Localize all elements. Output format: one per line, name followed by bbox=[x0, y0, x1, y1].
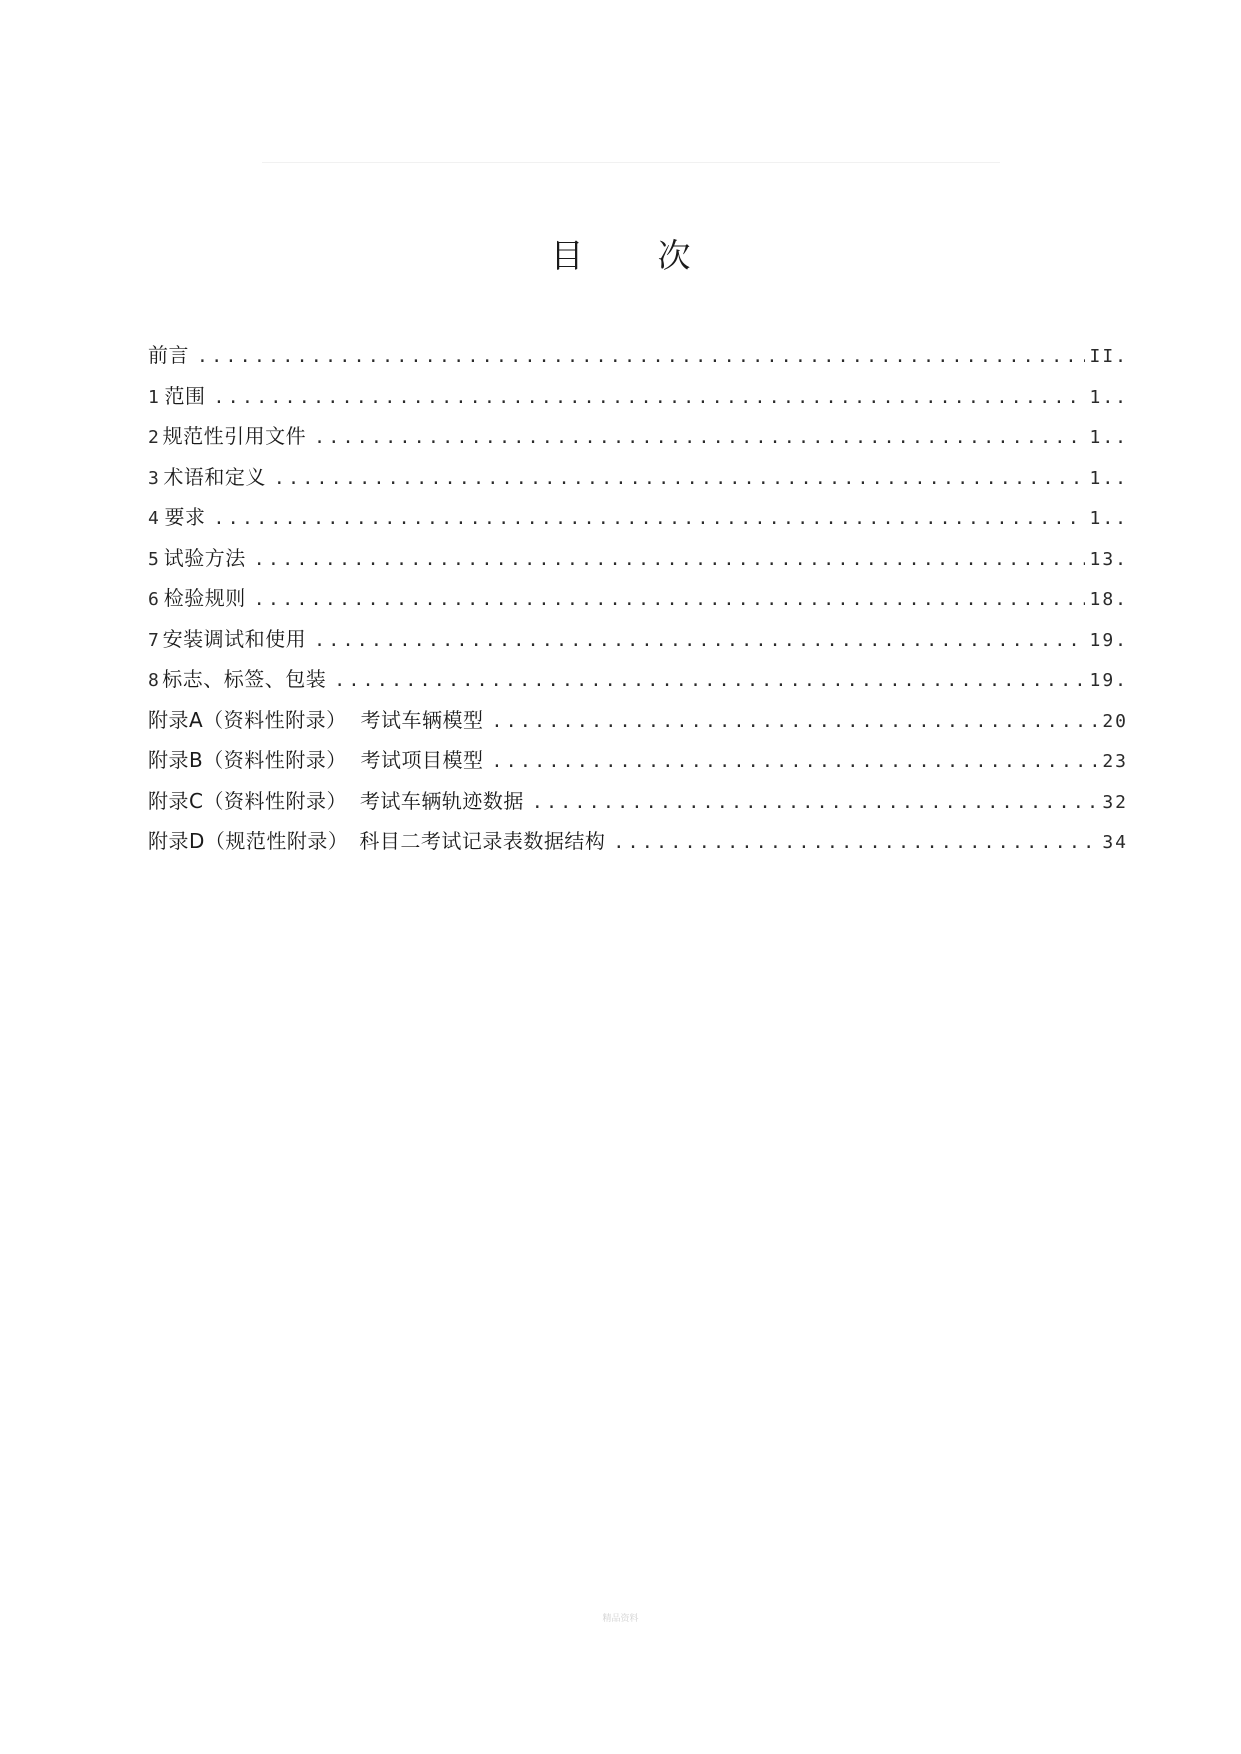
toc-entry-label: 检验规则 bbox=[163, 586, 246, 610]
toc-entry-page: 32 bbox=[1102, 791, 1128, 813]
toc-entry-label: 术语和定义 bbox=[163, 464, 266, 489]
toc-leader-dots bbox=[491, 702, 1098, 743]
toc-entry-page: 19. bbox=[1089, 629, 1128, 651]
toc-entry-page: 13. bbox=[1089, 548, 1128, 570]
toc-entry[interactable] bbox=[148, 457, 1128, 498]
toc-leader-dots bbox=[274, 459, 1086, 500]
toc-leader-dots bbox=[254, 540, 1086, 581]
toc-entry[interactable] bbox=[148, 619, 1128, 660]
toc-entry[interactable] bbox=[148, 659, 1128, 700]
toc-entry-annex[interactable] bbox=[148, 740, 1128, 781]
toc-entry-number: 2 bbox=[148, 427, 159, 448]
toc-leader-dots bbox=[532, 783, 1098, 824]
toc-entry-label: 安装调试和使用 bbox=[162, 626, 307, 651]
toc-entry[interactable] bbox=[148, 376, 1128, 417]
toc-entry-page: 1.. bbox=[1089, 508, 1128, 529]
toc-leader-dots bbox=[254, 580, 1086, 621]
page-title-right: 次 bbox=[657, 236, 691, 275]
toc-entry[interactable] bbox=[148, 578, 1128, 619]
toc-entry-page: 1.. bbox=[1089, 386, 1128, 408]
toc-entry-number: 5 bbox=[148, 548, 159, 570]
toc-leader-dots bbox=[314, 621, 1085, 662]
toc-entry-number: 3 bbox=[148, 467, 159, 489]
toc-entry-page: 34 bbox=[1102, 832, 1128, 853]
toc-annex-title: 考试车辆模型 bbox=[360, 707, 484, 732]
toc-entry-number: 4 bbox=[148, 508, 159, 529]
toc-entry-page: 1.. bbox=[1089, 427, 1128, 448]
toc-entry-page: II. bbox=[1089, 346, 1128, 367]
toc-annex-title: 考试项目模型 bbox=[360, 748, 484, 772]
toc-entry[interactable] bbox=[148, 538, 1128, 579]
toc-leader-dots bbox=[197, 337, 1085, 378]
toc-entry-page: 1.. bbox=[1089, 467, 1128, 489]
page-title bbox=[0, 232, 1241, 280]
toc-entry-annex[interactable] bbox=[148, 781, 1128, 822]
toc-annex-label: 附录A（资料性附录） bbox=[148, 707, 347, 732]
header-rule bbox=[262, 162, 1000, 163]
toc-entry-annex[interactable] bbox=[148, 700, 1128, 741]
toc-entry-page: 23 bbox=[1102, 751, 1128, 772]
toc-annex-title: 考试车辆轨迹数据 bbox=[359, 788, 524, 813]
toc-leader-dots bbox=[213, 499, 1085, 540]
table-of-contents bbox=[148, 335, 1128, 862]
footer-watermark: 精品资料 bbox=[602, 1614, 639, 1624]
toc-annex-label: 附录B（资料性附录） bbox=[148, 748, 347, 772]
page-title-left: 目 bbox=[550, 236, 584, 275]
toc-entry-label: 规范性引用文件 bbox=[162, 424, 307, 448]
toc-entry[interactable] bbox=[148, 497, 1128, 538]
toc-entry-label: 标志、标签、包装 bbox=[162, 667, 327, 691]
toc-entry-label: 试验方法 bbox=[163, 545, 246, 570]
toc-entry-label: 要求 bbox=[164, 505, 206, 529]
toc-entry-number: 1 bbox=[148, 386, 159, 408]
toc-entry-page: 18. bbox=[1089, 589, 1128, 610]
toc-entry-number: 8 bbox=[148, 670, 159, 691]
toc-entry-number: 7 bbox=[148, 629, 159, 651]
toc-annex-label: 附录C（资料性附录） bbox=[148, 788, 347, 813]
toc-leader-dots bbox=[334, 661, 1085, 702]
toc-annex-title: 科目二考试记录表数据结构 bbox=[359, 829, 606, 853]
toc-annex-label: 附录D（规范性附录） bbox=[148, 829, 349, 853]
toc-entry-annex[interactable] bbox=[148, 821, 1128, 862]
toc-entry-number: 6 bbox=[148, 589, 159, 610]
toc-leader-dots bbox=[213, 378, 1085, 419]
toc-leader-dots bbox=[613, 823, 1098, 864]
toc-entry-page: 19. bbox=[1089, 670, 1128, 691]
toc-entry-label: 前言 bbox=[148, 343, 189, 367]
toc-entry[interactable] bbox=[148, 416, 1128, 457]
toc-entry[interactable] bbox=[148, 335, 1128, 376]
toc-entry-page: 20 bbox=[1102, 710, 1128, 732]
toc-leader-dots bbox=[492, 742, 1099, 783]
toc-entry-label: 范围 bbox=[164, 383, 206, 408]
toc-leader-dots bbox=[314, 418, 1085, 459]
